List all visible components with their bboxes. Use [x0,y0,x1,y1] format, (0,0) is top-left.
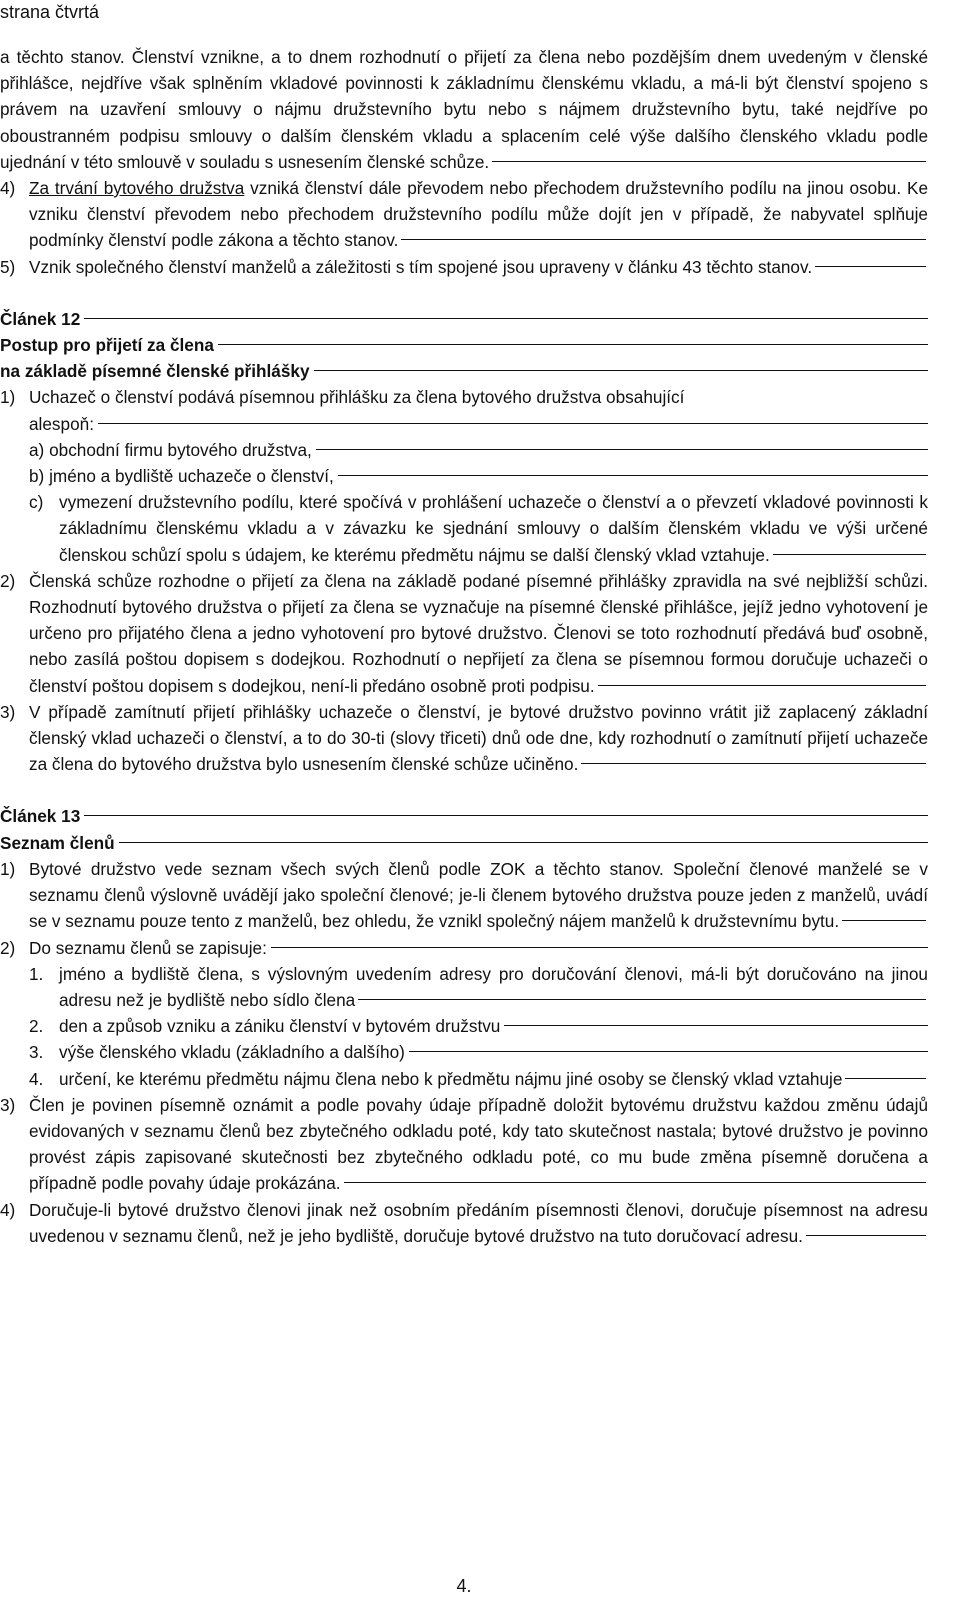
fill-line [815,266,926,267]
article-12-paragraph-2: 2) Členská schůze rozhodne o přijetí za člena na základě podané písemné přihlášky zpravidla na své nejbližší schůzi. Rozhodnutí bytového družstva o přijetí za člena se vyznačuje na písemné členské přihlášce, jejíž jedno vyhotovení je určeno pro přijatého člena a jedno vyhotovení pro bytové družstvo. Členovi se toto rozhodnutí předává buď osobně, nebo zasílá poštou dopisem s dodejkou. Rozhodnutí o nepřijetí za člena se písemnou formou doručuje uchazeči o členství poštou dopisem s dodejkou, není-li předáno osobně proti podpisu. [0,570,928,696]
article-12-paragraph-1-cont: alespoň: [0,411,928,437]
fill-line [598,685,926,686]
article-13-paragraph-3: 3) Člen je povinen písemně oznámit a podle povahy údaje případně doložit bytovému družstvu každou změnu údajů evidovaných v seznamu členů bez zbytečného odkladu poté, kdy tato skutečnost nastala; bytové družstvo je povinno provést zápis zapisované skutečnosti bez zbytečného odkladu poté, co mu bude změna písemně doručena a případně podle povahy údaje prokázána. [0,1094,928,1194]
fill-line [581,763,926,764]
paragraph-5: 5) Vznik společného členství manželů a záležitosti s tím spojené jsou upraveny v článku 43 těchto stanov. [0,254,928,280]
fill-line [401,239,926,240]
page-header: strana čtvrtá [0,2,100,22]
fill-line [806,1235,926,1236]
list-item-b: b) jméno a bydliště uchazeče o členství, [0,463,928,489]
article-12-subtitle-1: Postup pro přijetí za člena [0,332,928,358]
article-13-paragraph-2: 2) Do seznamu členů se zapisuje: [0,935,928,961]
list-item-a: a) obchodní firmu bytového družstva, [0,437,928,463]
register-item-4: 4. určení, ke kterému předmětu nájmu člena nebo k předmětu nájmu jiné osoby se členský vklad vztahuje [0,1066,928,1092]
intro-paragraph: a těchto stanov. Členství vznikne, a to dnem rozhodnutí o přijetí za člena nebo pozdějším dnem uvedeným v členské přihlášce, nejdříve však splněním vkladové povinnosti k základnímu členskému vkladu, a má-li být členství spojeno s právem na uzavření smlouvy o nájmu družstevního bytu nebo s nájmem družstevního bytu, také nejdříve po oboustranném podpisu smlouvy o dalším členském vkladu a splacením celé výše dalšího členského vkladu podle ujednání v této smlouvě v souladu s usnesením členské schůze. [0,47,928,172]
fill-line [358,999,926,1000]
article-12-title: Článek 12 [0,306,928,332]
fill-line [492,161,926,162]
fill-line [773,554,926,555]
article-13-paragraph-1: 1) Bytové družstvo vede seznam všech svých členů podle ZOK a těchto stanov. Společní členové manželé se v seznamu členů výslovně uvádějí jako společní členové; je-li členem bytového družstva pouze jeden z manželů, uvádí se v seznamu pouze tento z manželů, bez ohledu, že vznikl společný nájem manželů k družstevnímu bytu. [0,858,928,932]
register-item-1: 1. jméno a bydliště člena, s výslovným uvedením adresy pro doručování členovi, má-li být doručováno na jinou adresu než je bydliště nebo sídlo člena [29,963,928,1010]
page-number: 4. [456,1576,472,1596]
register-item-3: 3. výše členského vkladu (základního a dalšího) [0,1039,928,1065]
article-12-paragraph-3: 3) V případě zamítnutí přijetí přihlášky uchazeče o členství, je bytové družstvo povinno vrátit již zaplacený základní členský vklad uchazeči o členství, a to do 30-ti (slovy třiceti) dnů ode dne, kdy rozhodnutí o zamítnutí přijetí uchazeče za člena do bytového družstva bylo usnesením členské schůze učiněno. [0,701,928,775]
article-13-title: Článek 13 [0,803,928,829]
fill-line [344,1182,926,1183]
document-body [0,44,928,1249]
list-item-c: c) vymezení družstevního podílu, které spočívá v prohlášení uchazeče o členství a o převzetí vkladové povinnosti k základnímu členskému vkladu a v závazku ke sjednání smlouvy o dalším členském vkladu ve výši určené členskou schůzí spolu s údajem, ke kterému předmětu nájmu se další členský vklad vztahuje. [29,492,928,565]
article-13-paragraph-4: 4) Doručuje-li bytové družstvo členovi jinak než osobním předáním písemnosti členovi, doručuje písemnost na adresu uvedenou v seznamu členů, než je jeho bydliště, doručuje bytové družstvo na tuto doručovací adresu. [0,1199,928,1246]
article-12-paragraph-1: 1) Uchazeč o členství podává písemnou přihlášku za člena bytového družstva obsahující [0,387,685,408]
article-12-subtitle-2: na základě písemné členské přihlášky [0,358,928,384]
fill-line [842,920,926,921]
register-item-2: 2. den a způsob vzniku a zániku členství v bytovém družstvu [0,1013,928,1039]
paragraph-4: 4) Za trvání bytového družstva vzniká členství dále převodem nebo přechodem družstevního podílu na jinou osobu. Ke vzniku členství převodem nebo přechodem družstevního podílu může dojít jen v případě, že nabyvatel splňuje podmínky členství podle zákona a těchto stanov. [0,178,928,251]
article-13-subtitle: Seznam členů [0,830,928,856]
fill-line [845,1078,926,1079]
